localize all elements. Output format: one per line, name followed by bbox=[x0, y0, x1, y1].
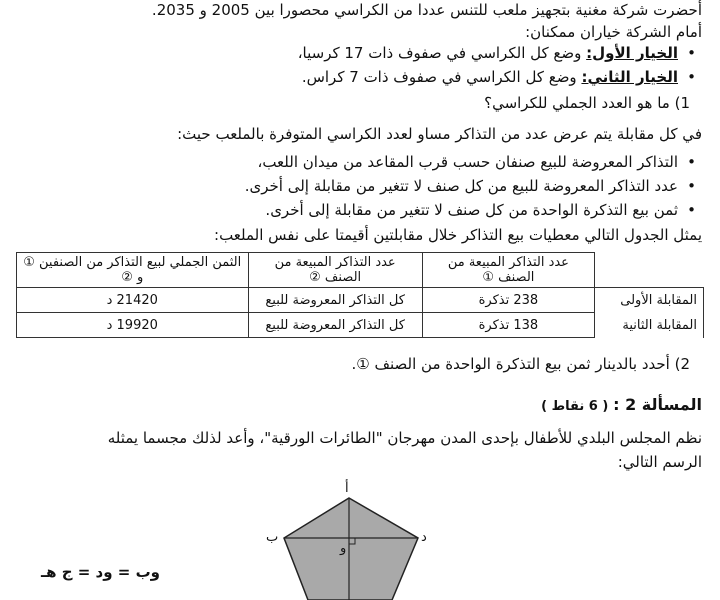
problem-2-points: ( 6 نقاط ) bbox=[541, 399, 609, 414]
row-label: المقابلة الأولى bbox=[595, 288, 704, 313]
label-point-d: د bbox=[421, 530, 427, 545]
option-1-text: وضع كل الكراسي في صفوف ذات 17 كرسيا، bbox=[297, 44, 582, 62]
intro-text: أحضرت شركة مغنية بتجهيز ملعب للتنس عددا من الكراسي محصورا بين 2005 و 2035. bbox=[151, 1, 702, 19]
pentagon-shape bbox=[284, 498, 418, 600]
label-point-b: ب bbox=[266, 530, 279, 545]
problem-2-text-1: نظم المجلس البلدي للأطفال بإحدى المدن مهرجان "الطائرات الورقية"، وأعد لذلك مجسما يمثله bbox=[107, 429, 702, 447]
cell-total-price: 19920 د bbox=[17, 313, 249, 338]
bullet-2: • عدد التذاكر المعروضة للبيع من كل صنف لا تتغير من مقابلة إلى أخرى. bbox=[18, 176, 678, 196]
header-total-price: الثمن الجملي لبيع التذاكر من الصنفين ① و ② bbox=[17, 253, 249, 288]
option-2-text: وضع كل الكراسي في صفوف ذات 7 كراس. bbox=[301, 68, 577, 86]
bullet-1: • التذاكر المعروضة للبيع صنفان حسب قرب المقاعد من ميدان اللعب، bbox=[18, 152, 678, 172]
cell-category-2: كل التذاكر المعروضة للبيع bbox=[248, 288, 422, 313]
option-1-label: الخيار الأول: bbox=[586, 44, 678, 62]
options-intro: أمام الشركة خياران ممكنان: bbox=[525, 23, 702, 41]
row-label: المقابلة الثانية bbox=[595, 313, 704, 338]
problem-2-text-2: الرسم التالي: bbox=[617, 453, 702, 471]
header-category-1: عدد التذاكر المبيعة من الصنف ① bbox=[422, 253, 594, 288]
problem-2-title: المسألة 2 : bbox=[613, 395, 702, 414]
question-1: 1) ما هو العدد الجملي للكراسي؟ bbox=[484, 94, 690, 112]
label-point-a: أ bbox=[345, 481, 349, 496]
cell-category-1: 138 تذكرة bbox=[422, 313, 594, 338]
option-2-label: الخيار الثاني: bbox=[581, 68, 678, 86]
label-point-w: و bbox=[340, 541, 347, 556]
context-text: في كل مقابلة يتم عرض عدد من التذاكر مساو لعدد الكراسي المتوفرة بالملعب حيث: bbox=[177, 125, 702, 143]
equation-text: وب = ود = ج هـ bbox=[40, 563, 160, 581]
cell-category-2: كل التذاكر المعروضة للبيع bbox=[248, 313, 422, 338]
bullet-3: • ثمن بيع التذكرة الواحدة من كل صنف لا تتغير من مقابلة إلى أخرى. bbox=[18, 200, 678, 220]
cell-total-price: 21420 د bbox=[17, 288, 249, 313]
header-category-2: عدد التذاكر المبيعة من الصنف ② bbox=[248, 253, 422, 288]
question-2: 2) أحدد بالدينار ثمن بيع التذكرة الواحدة من الصنف ①. bbox=[351, 355, 690, 373]
cell-category-1: 238 تذكرة bbox=[422, 288, 594, 313]
table-intro: يمثل الجدول التالي معطيات بيع التذاكر خلال مقابلتين أقيمتا على نفس الملعب: bbox=[214, 226, 702, 244]
